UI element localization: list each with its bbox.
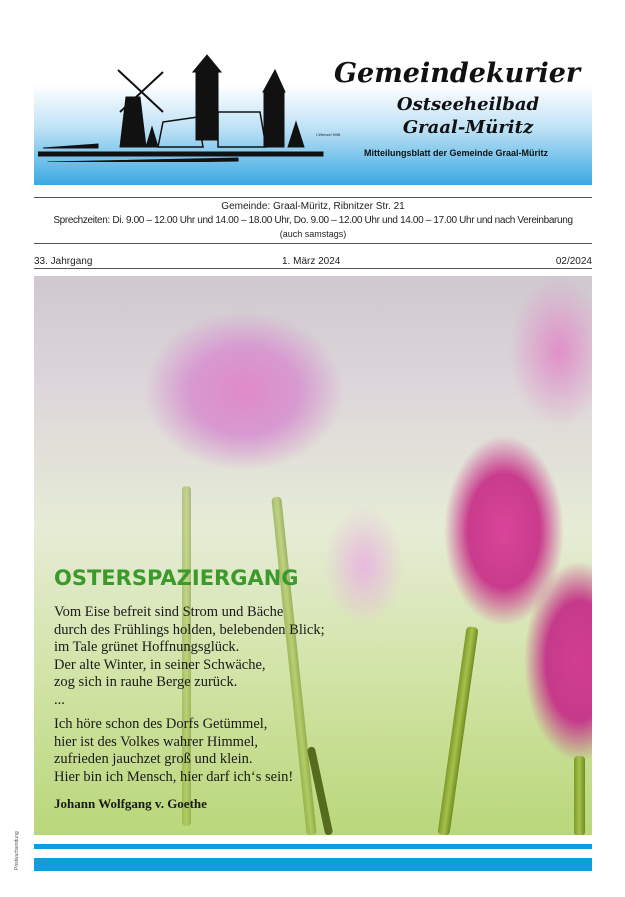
poem-line: zog sich in rauhe Berge zurück.: [54, 674, 238, 690]
poem-line: Hier bin ich Mensch, hier darf ich‘s sein!: [54, 768, 294, 785]
masthead: [34, 42, 592, 185]
divider: [34, 268, 592, 269]
issue-number: 02/2024: [555, 256, 592, 267]
poem-line: Der alte Winter, in seiner Schwäche,: [54, 656, 266, 673]
office-hours: Sprechzeiten: Di. 9.00 – 12.00 Uhr und 14.00 – 18.00 Uhr, Do. 9.00 – 12.00 Uhr und 14.00 – 17.00 Uhr und nach Vereinbarung: [53, 215, 573, 226]
divider: [34, 197, 592, 198]
cover-photo-tulips: [34, 276, 592, 835]
poem-line: Vom Eise befreit sind Strom und Bäche: [54, 604, 284, 620]
volume: 33. Jahrgang: [34, 256, 93, 267]
issue-date: 1. März 2024: [282, 256, 341, 267]
divider: [34, 243, 592, 244]
poem-line: durch des Frühlings holden, belebenden Blick;: [54, 621, 325, 638]
poem-line: Ich höre schon des Dorfs Getümmel,: [54, 716, 268, 732]
subtitle-line1: Ostseeheilbad: [396, 94, 540, 115]
poem-line: hier ist des Volkes wahrer Himmel,: [54, 733, 259, 750]
poem-line: ...: [54, 691, 65, 708]
newsletter-title: Gemeindekurier: [334, 58, 581, 89]
address: Gemeinde: Graal-Müritz, Ribnitzer Str. 21: [221, 201, 405, 212]
poem-stanza-1: [54, 604, 325, 709]
tagline: Mitteilungsblatt der Gemeinde Graal-Müritz: [364, 148, 549, 158]
poem-stanza-2: [54, 716, 293, 786]
office-hours-note: (auch samstags): [279, 229, 347, 239]
footer-bar-thick: [34, 858, 592, 871]
postmark-label: Postwurfsendung: [14, 831, 20, 870]
poem-line: im Tale grünet Hoffnungsglück.: [54, 639, 240, 655]
artist-signature: I.Wenzel 9/98: [316, 132, 341, 137]
subtitle-line2: Graal-Müritz: [402, 117, 534, 138]
poem-line: zufrieden jauchzet groß und klein.: [54, 751, 253, 767]
poem-author: Johann Wolfgang v. Goethe: [54, 796, 207, 811]
village-illustration: [38, 52, 328, 162]
poem-title: OSTERSPAZIERGANG: [54, 566, 299, 590]
footer-bar-thin: [34, 844, 592, 849]
